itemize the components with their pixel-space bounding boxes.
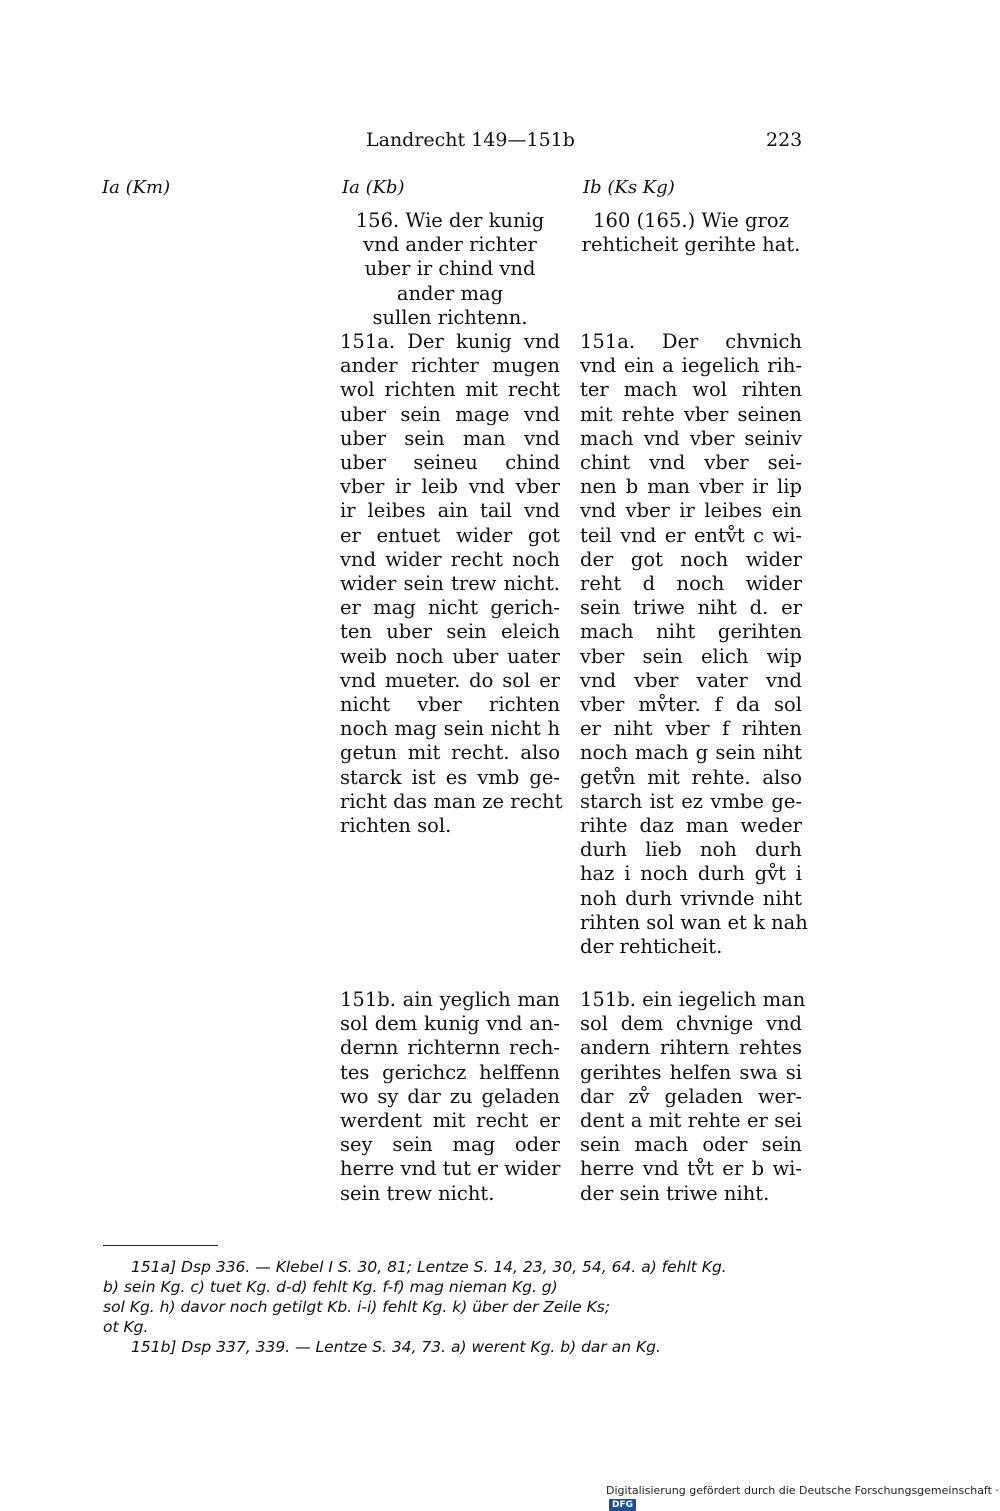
text-line: vber sein elich wip xyxy=(580,644,802,668)
text-line: ander richter mugen xyxy=(340,354,560,378)
text-line: rehticheit gerihte hat. xyxy=(581,233,801,257)
text-line: vnd wider recht noch xyxy=(340,547,560,571)
text-line: sol dem chvnige vnd xyxy=(580,1012,802,1036)
text-line: dent a mit rehte er sei xyxy=(580,1109,802,1133)
footnotes xyxy=(103,1257,803,1357)
text-line: der got noch wider xyxy=(580,547,802,571)
text-line: noh durh vrivnde niht xyxy=(580,886,802,910)
text-line: richt das man ze recht xyxy=(340,789,563,813)
text-line: 151b. ain yeglich man xyxy=(340,988,560,1011)
text-line: richten sol. xyxy=(340,814,452,838)
page-number: 223 xyxy=(766,129,803,151)
text-line: reht d noch wider xyxy=(580,572,802,596)
text-line: er entuet wider got xyxy=(340,523,560,547)
text-line: mach niht gerihten xyxy=(580,620,802,644)
text-line: noch mach g sein niht xyxy=(580,741,802,765)
right-section-151a xyxy=(580,330,808,959)
text-line: noch mag sein nicht h xyxy=(340,717,560,741)
text-line: uber sein mage vnd xyxy=(340,402,560,426)
text-line: weib noch uber uater xyxy=(340,644,560,668)
text-line: werdent mit recht er xyxy=(340,1109,560,1133)
text-line: mach vnd vber seiniv xyxy=(580,426,802,450)
digitization-text: Digitalisierung gefördert durch die Deutsche Forschungsgemeinschaft · xyxy=(606,1484,999,1497)
text-line: andern rihtern rehtes xyxy=(580,1036,802,1060)
footnote-line: 151a] Dsp 336. — Klebel I S. 30, 81; Lentze S. 14, 23, 30, 54, 64. a) fehlt Kg. xyxy=(131,1258,727,1276)
text-line: uber ir chind vnd xyxy=(364,257,536,281)
footnote-line: sol Kg. h) davor noch getilgt Kb. i-i) fehlt Kg. k) über der Zeile Ks; xyxy=(103,1298,611,1316)
text-line: wo sy dar zu geladen xyxy=(340,1084,560,1108)
text-line: rihten sol wan et k nah xyxy=(580,910,808,934)
text-line: 160 (165.) Wie groz xyxy=(593,209,789,232)
text-line: er mag nicht gerich- xyxy=(340,596,560,620)
text-line: sein trew nicht. xyxy=(340,1181,495,1205)
text-line: mit rehte vber seinen xyxy=(580,402,802,426)
footnote-line: 151b] Dsp 337, 339. — Lentze S. 34, 73. a) werent Kg. b) dar an Kg. xyxy=(131,1338,661,1356)
text-line: starch ist ez vmbe ge- xyxy=(580,789,802,813)
text-line: wider sein trew nicht. xyxy=(340,572,560,596)
text-line: durh lieb noh durh xyxy=(580,838,802,862)
text-line: ander mag xyxy=(396,281,504,305)
text-line: sol dem kunig vnd an- xyxy=(340,1012,560,1036)
middle-heading xyxy=(340,209,560,330)
text-line: der rehticheit. xyxy=(580,935,723,959)
footnote-rule xyxy=(103,1245,218,1246)
text-line: vber mv̊ter. f da sol xyxy=(580,693,802,717)
text-line: ten uber sein eleich xyxy=(340,620,560,644)
text-line: ir leibes ain tail vnd xyxy=(340,499,560,523)
text-line: ter mach wol rihten xyxy=(580,378,802,402)
text-line: haz i noch durh gv̊t i xyxy=(580,862,802,886)
text-line: uber sein man vnd xyxy=(340,426,560,450)
text-line: 151a. Der kunig vnd xyxy=(340,330,560,353)
text-line: 156. Wie der kunig xyxy=(355,209,545,232)
text-line: herre vnd tv̊t er b wi- xyxy=(580,1157,802,1181)
footnote-line: ot Kg. xyxy=(103,1318,149,1336)
text-line: rihte daz man weder xyxy=(580,814,802,838)
text-line: dar zv̊ geladen wer- xyxy=(580,1084,802,1108)
text-line: nicht vber richten xyxy=(340,693,560,717)
text-line: gerihtes helfen swa si xyxy=(580,1060,802,1084)
middle-section-151a xyxy=(340,330,563,838)
text-line: getun mit recht. also xyxy=(340,741,560,765)
footnote-line: b) sein Kg. c) tuet Kg. d-d) fehlt Kg. f-f) mag nieman Kg. g) xyxy=(103,1278,558,1296)
text-line: 151b. ein iegelich man xyxy=(580,988,806,1011)
right-section-151b xyxy=(580,988,806,1206)
text-line: uber seineu chind xyxy=(340,451,560,475)
column-head-middle: Ia (Kb) xyxy=(342,177,405,198)
text-line: vnd ein a iegelich rih- xyxy=(580,354,802,378)
text-line: wol richten mit recht xyxy=(340,378,560,402)
digitization-note xyxy=(606,1484,1000,1511)
text-line: der sein triwe niht. xyxy=(580,1181,770,1205)
column-head-right: Ib (Ks Kg) xyxy=(583,177,675,198)
text-line: tes gerichcz helffenn xyxy=(340,1060,560,1084)
right-heading xyxy=(580,209,802,257)
text-line: vnd vber ir leibes ein xyxy=(580,499,802,523)
text-line: sullen richtenn. xyxy=(372,305,528,329)
text-line: getv̊n mit rehte. also xyxy=(580,765,802,789)
text-line: teil vnd er entv̊t c wi- xyxy=(580,523,802,547)
dfg-logo: DFG xyxy=(609,1499,636,1511)
text-line: sein mach oder sein xyxy=(580,1133,802,1157)
column-head-left: Ia (Km) xyxy=(102,177,171,198)
text-line: sein triwe niht d. er xyxy=(580,596,802,620)
text-line: chint vnd vber sei- xyxy=(580,451,802,475)
text-line: sey sein mag oder xyxy=(340,1133,560,1157)
text-line: dernn richternn rech- xyxy=(340,1036,560,1060)
middle-section-151b xyxy=(340,988,560,1206)
text-line: 151a. Der chvnich xyxy=(580,330,802,353)
text-line: vnd mueter. do sol er xyxy=(340,668,560,692)
text-line: vber ir leib vnd vber xyxy=(340,475,560,499)
text-line: herre vnd tut er wider xyxy=(340,1157,561,1181)
text-line: vnd ander richter xyxy=(363,233,537,257)
text-line: er niht vber f rihten xyxy=(580,717,802,741)
running-title: Landrecht 149—151b xyxy=(366,129,575,151)
text-line: vnd vber vater vnd xyxy=(580,668,802,692)
text-line: nen b man vber ir lip xyxy=(580,475,802,499)
text-line: starck ist es vmb ge- xyxy=(340,765,560,789)
